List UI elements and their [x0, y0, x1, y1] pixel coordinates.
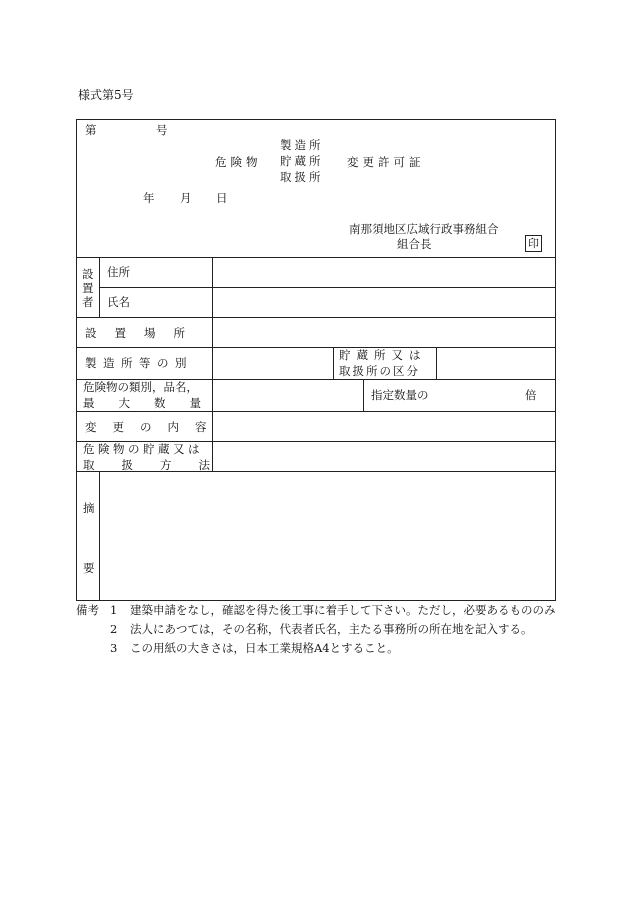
note-item-3	[76, 639, 562, 658]
issuer-title: 組合長	[397, 237, 432, 251]
change-content-label: 変更の内容	[85, 420, 223, 434]
note-number: 2	[110, 622, 118, 636]
classification-label: 製造所等の別	[85, 356, 193, 370]
hazmat-category-label	[83, 379, 225, 411]
facility-type-storage: 貯蔵所	[280, 154, 324, 168]
installer-group-label: 設置者	[82, 267, 94, 309]
note-number: 3	[110, 641, 118, 655]
number-label-dai: 第	[85, 123, 97, 137]
location-label: 設置場所	[85, 326, 203, 340]
storage-class-line1: 貯蔵所又は	[339, 348, 427, 362]
designated-quantity-label: 指定数量の	[371, 388, 429, 402]
document-title: 変更許可証	[347, 155, 425, 169]
hazmat-line2: 最大数量	[83, 396, 225, 410]
date-month-label: 月	[180, 191, 192, 205]
note-text: 建築申請をなし，確認を得た後工事に着手して下さい。ただし，必要あるもののみ	[130, 603, 556, 617]
facility-types	[280, 137, 324, 185]
remarks-label-char2: 要	[83, 561, 95, 575]
seal-mark: 印	[525, 235, 542, 252]
address-label: 住所	[107, 265, 130, 279]
note-item-2	[76, 620, 562, 639]
storage-method-label	[83, 441, 237, 473]
note-item-1	[76, 601, 562, 620]
number-label-go: 号	[156, 123, 168, 137]
issuer-organization: 南那須地区広域行政事務組合	[349, 222, 499, 236]
permit-form	[76, 119, 556, 601]
name-label: 氏名	[107, 295, 130, 309]
hazmat-line1: 危険物の類別，品名，	[83, 380, 198, 394]
note-number: 1	[110, 603, 118, 617]
notes-section	[76, 601, 562, 658]
storage-method-line2: 取扱方法	[83, 458, 237, 472]
storage-method-line1: 危険物の貯蔵又は	[83, 442, 203, 456]
notes-label: 備考	[76, 603, 99, 617]
date-day-label: 日	[216, 191, 228, 205]
note-text: この用紙の大きさは，日本工業規格A4とすること。	[130, 641, 399, 655]
title-prefix: 危険物	[215, 155, 262, 169]
form-number: 様式第5号	[78, 88, 134, 102]
multiplier-label: 倍	[525, 388, 537, 402]
note-text: 法人にあつては，その名称，代表者氏名，主たる事務所の所在地を記入する。	[130, 622, 533, 636]
date-year-label: 年	[143, 191, 155, 205]
facility-type-handling: 取扱所	[280, 170, 324, 184]
facility-type-manufacture: 製造所	[280, 138, 324, 152]
storage-class-label	[339, 347, 427, 379]
storage-class-line2: 取扱所の区分	[339, 364, 420, 378]
remarks-label-char1: 摘	[83, 501, 95, 515]
